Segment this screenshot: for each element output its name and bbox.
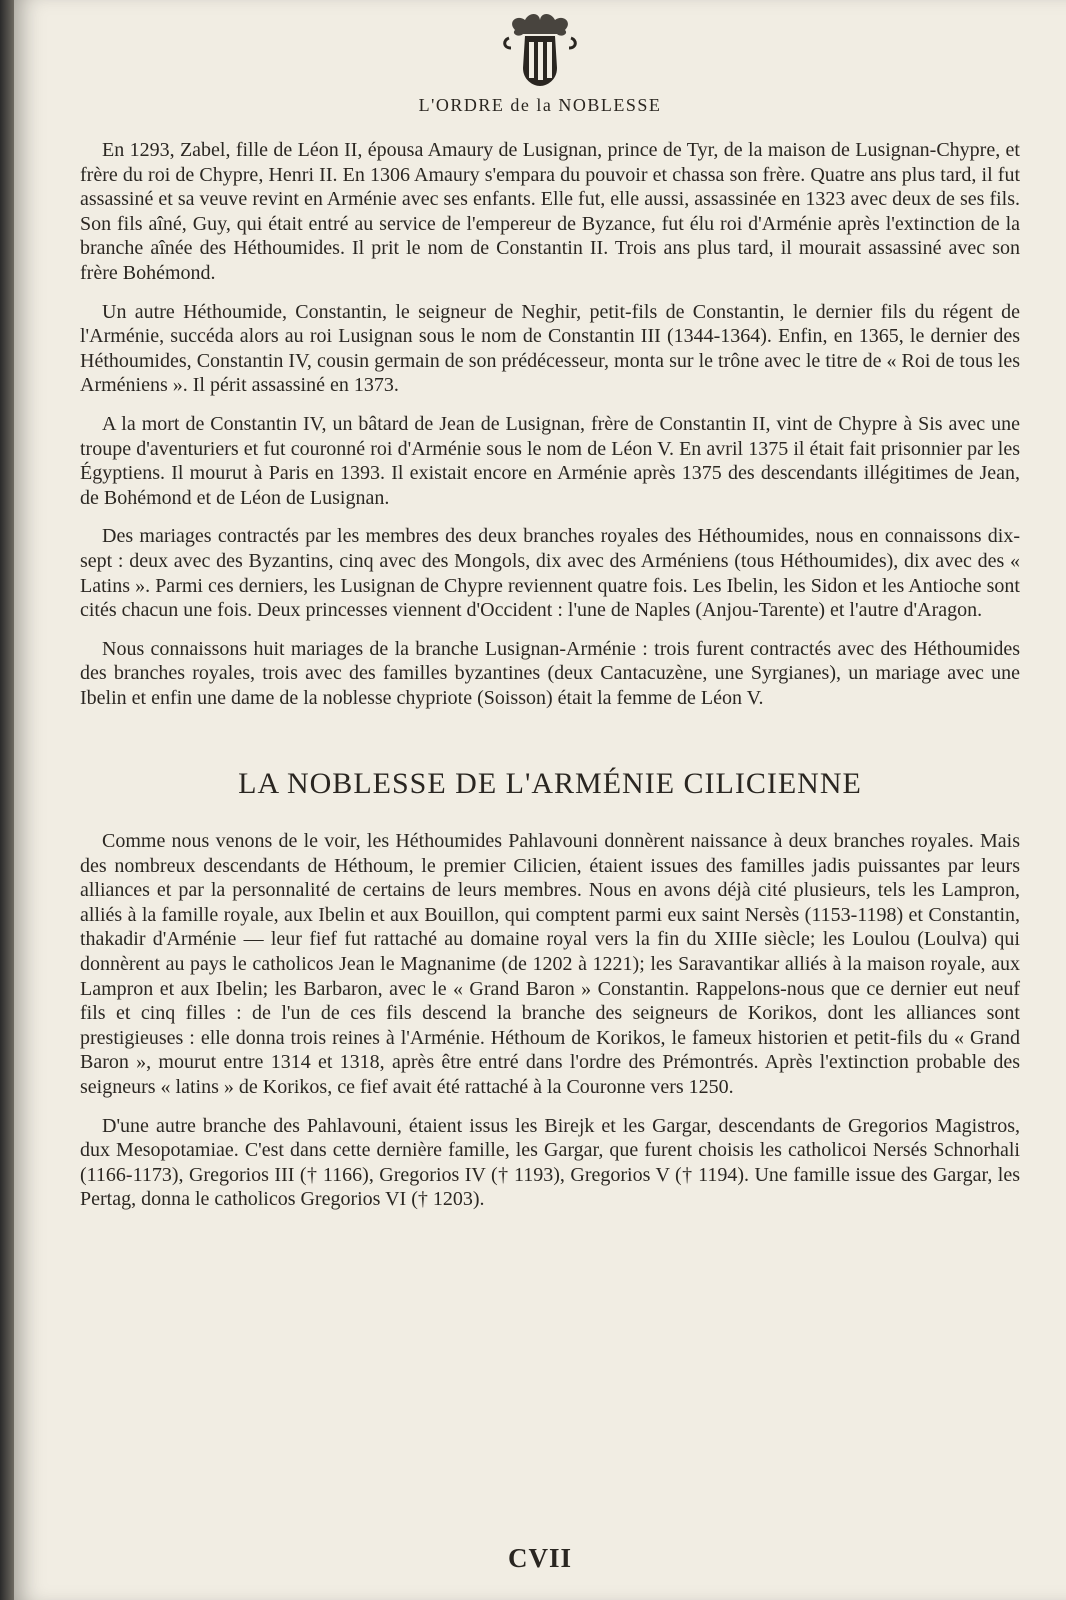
paragraph: En 1293, Zabel, fille de Léon II, épousa Amaury de Lusignan, prince de Tyr, de la maison de Lusignan-Chypre, et frère du roi de Chypre, Henri II. En 1306 Amaury s'empara du pouvoir et chassa son frère. Quatre ans plus tard, il fut assassiné et sa veuve revint en Arménie avec ses enfants. Elle fut, elle aussi, assassinée en 1323 avec deux de ses fils. Son fils aîné, Guy, qui était entré au service de l'empereur de Byzance, fut élu roi d'Arménie après l'extinction de la branche aînée des Héthoumides. Il prit le nom de Constantin II. Trois ans plus tard, il mourait assassiné avec son frère Bohémond. bbox=[80, 139, 1020, 284]
main-text bbox=[80, 138, 1020, 1226]
running-title: L'ORDRE de la NOBLESSE bbox=[418, 95, 662, 115]
paragraph: D'une autre branche des Pahlavouni, étaient issus les Birejk et les Gargar, descendants de Gregorios Magistros, dux Mesopotamiae. C'est dans cette dernière famille, les Gargar, que furent choisis les catholicoi Nersés Schnorhali (1166-1173), Gregorios III († 1166), Gregorios IV († 1193), Gregorios V († 1194). Une famille issue des Gargar, les Pertag, donna le catholicos Gregorios VI († 1203). bbox=[80, 1114, 1020, 1211]
paragraph: Des mariages contractés par les membres des deux branches royales des Héthoumides, nous en connaissons dix-sept : deux avec des Byzantins, cinq avec des Mongols, dix avec des Arméniens (tous Héthoumides), dix avec des « Latins ». Parmi ces derniers, les Lusignan de Chypre reviennent quatre fois. Les Ibelin, les Sidon et les Antioche sont cités chacun une fois. Deux princesses viennent d'Occident : l'une de Naples (Anjou-Tarente) et l'autre d'Aragon. bbox=[80, 525, 1020, 622]
heraldic-crest-icon bbox=[495, 8, 585, 88]
section-heading: LA NOBLESSE DE L'ARMÉNIE CILICIENNE bbox=[238, 767, 862, 801]
paragraph: Comme nous venons de le voir, les Héthoumides Pahlavouni donnèrent naissance à deux branches royales. Mais des nombreux descendants de Héthoum, le premier Cilicien, étaient issues des familles jadis puissantes par leurs alliances et par la personnalité de certains de leurs membres. Nous en avons déjà cité plusieurs, tels les Lampron, alliés à la famille royale, aux Ibelin et aux Bouillon, qui comptent parmi eux saint Nersès (1153-1198) et Constantin, thakadir d'Arménie — leur fief fut rattaché au domaine royal vers la fin du XIIIe siècle; les Loulou (Loulva) qui donnèrent au pays le catholicos Jean le Magnanime (de 1202 à 1221); les Saravantikar alliés à la maison royale, aux Lampron et aux Ibelin; les Barbaron, avec le « Grand Baron » Constantin. Rappelons-nous que ce dernier eut neuf fils et cinq filles : de l'un de ces fils descend la branche des seigneurs de Korikos, dont les alliances sont prestigieuses : elle donna trois reines à l'Arménie. Héthoum de Korikos, le fameux historien et petit-fils du « Grand Baron », mourut entre 1314 et 1318, après être entré dans l'ordre des Prémontrés. Après l'extinction probable des seigneurs « latins » de Korikos, ce fief avait été rattaché à la Couronne vers 1250. bbox=[80, 830, 1020, 1098]
paragraph: Nous connaissons huit mariages de la branche Lusignan-Arménie : trois furent contractés avec des Héthoumides des branches royales, trois avec des familles byzantines (deux Cantacuzène, une Syrgianes), un mariage avec une Ibelin et enfin une dame de la noblesse chypriote (Soisson) était la femme de Léon V. bbox=[80, 637, 1020, 709]
page-number: CVII bbox=[507, 1543, 572, 1573]
page-header bbox=[14, 8, 1066, 116]
binding-gutter bbox=[0, 0, 14, 1600]
paragraph: A la mort de Constantin IV, un bâtard de Jean de Lusignan, frère de Constantin II, vint de Chypre à Sis avec une troupe d'aventuriers et fut couronné roi d'Arménie sous le nom de Léon V. En avril 1375 il était fait prisonnier par les Égyptiens. Il mourut à Paris en 1393. Il existait encore en Arménie après 1375 des descendants illégitimes de Jean, de Bohémond et de Léon de Lusignan. bbox=[80, 412, 1020, 509]
book-page bbox=[14, 0, 1066, 1600]
paragraph: Un autre Héthoumide, Constantin, le seigneur de Neghir, petit-fils de Constantin, le dernier fils du régent de l'Arménie, succéda alors au roi Lusignan sous le nom de Constantin III (1344-1364). Enfin, en 1365, le dernier des Héthoumides, Constantin IV, cousin germain de son prédécesseur, monta sur le trône avec le titre de « Roi de tous les Arméniens ». Il périt assassiné en 1373. bbox=[80, 300, 1020, 397]
